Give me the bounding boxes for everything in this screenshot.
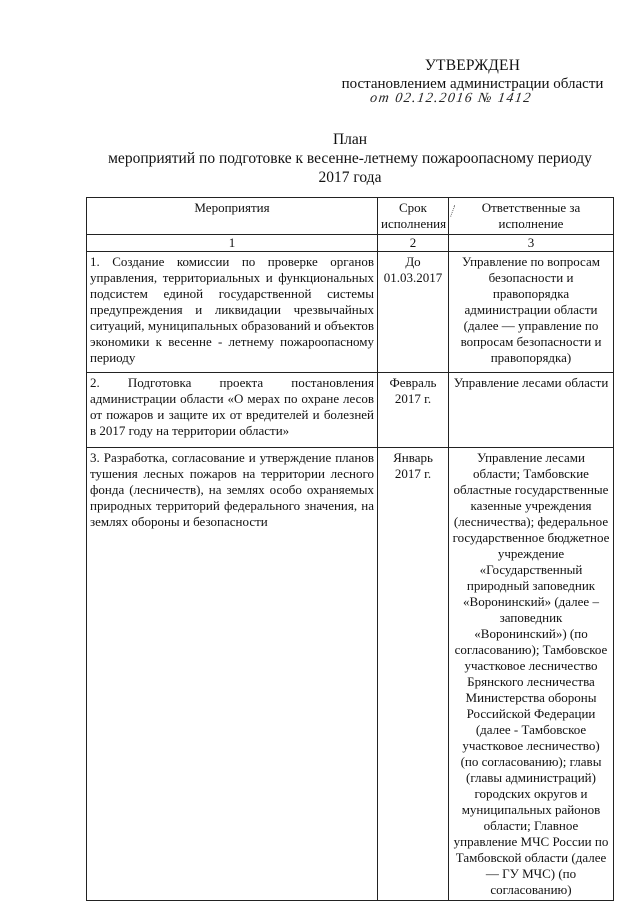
deadline-cell: Январь 2017 г. (378, 448, 449, 901)
title-line-1: План (332, 131, 368, 148)
table-header-row (87, 198, 614, 235)
responsible-cell: Управление лесами области (449, 373, 614, 448)
deadline-cell: До 01.03.2017 (378, 252, 449, 373)
decree-label: постановлением администрации области (341, 76, 604, 92)
column-number: 1 (87, 235, 378, 252)
title-line-2: мероприятий по подготовке к весенне-летнему пожароопасному периоду (108, 150, 592, 167)
table-row (87, 252, 614, 373)
activity-cell: 2. Подготовка проекта постановления администрации области «О мерах по охране лесов от пожаров и защите их от вредителей и болезней в 2017 году на территории области» (87, 373, 378, 448)
activity-cell: 1. Создание комиссии по проверке органов управления, территориальных и функциональных подсистем единой государственной системы предупреждения и ликвидации чрезвычайных ситуаций, муниципальных образований и объектов экономики к весенне - летнему пожароопасному периоду (87, 252, 378, 373)
title-line-3: 2017 года (318, 169, 382, 186)
activity-cell: 3. Разработка, согласование и утверждение планов тушения лесных пожаров на территории лесного фонда (лесничеств), на землях особо охраняемых природных территорий федерального значения, на землях обороны и безопасности (87, 448, 378, 901)
column-number-row (87, 235, 614, 252)
table-row (87, 448, 614, 901)
column-number: 2 (378, 235, 449, 252)
approval-stamp (330, 56, 615, 106)
approved-label: УТВЕРЖДЕН (424, 57, 521, 74)
table-row (87, 373, 614, 448)
header-activities: Мероприятия (87, 198, 378, 235)
deadline-cell: Февраль 2017 г. (378, 373, 449, 448)
handwritten-date: от 02.12.2016 № 1412 (369, 91, 533, 106)
document-title (60, 130, 640, 187)
responsible-cell: Управление лесами области; Тамбовские областные государственные казенные учреждения (лесничества); федеральное государственное бюджетное учреждение «Государственный природный заповедник «Воронинский» (далее – заповедник «Воронинский») (по согласованию); Тамбовское участковое лесничество Брянского лесничества Министерства обороны Российской Федерации (далее - Тамбовское участковое лесничество) (по согласованию); главы (главы администраций) городских округов и муниципальных районов области; Главное управление МЧС России по Тамбовской области (далее — ГУ МЧС) (по согласованию) (449, 448, 614, 901)
activities-table (86, 197, 614, 901)
header-deadline: Срок исполнения (378, 198, 449, 235)
column-number: 3 (449, 235, 614, 252)
header-responsible: Ответственные за исполнение (449, 198, 614, 235)
responsible-cell: Управление по вопросам безопасности и правопорядка администрации области (далее — управление по вопросам безопасности и правопорядка) (449, 252, 614, 373)
